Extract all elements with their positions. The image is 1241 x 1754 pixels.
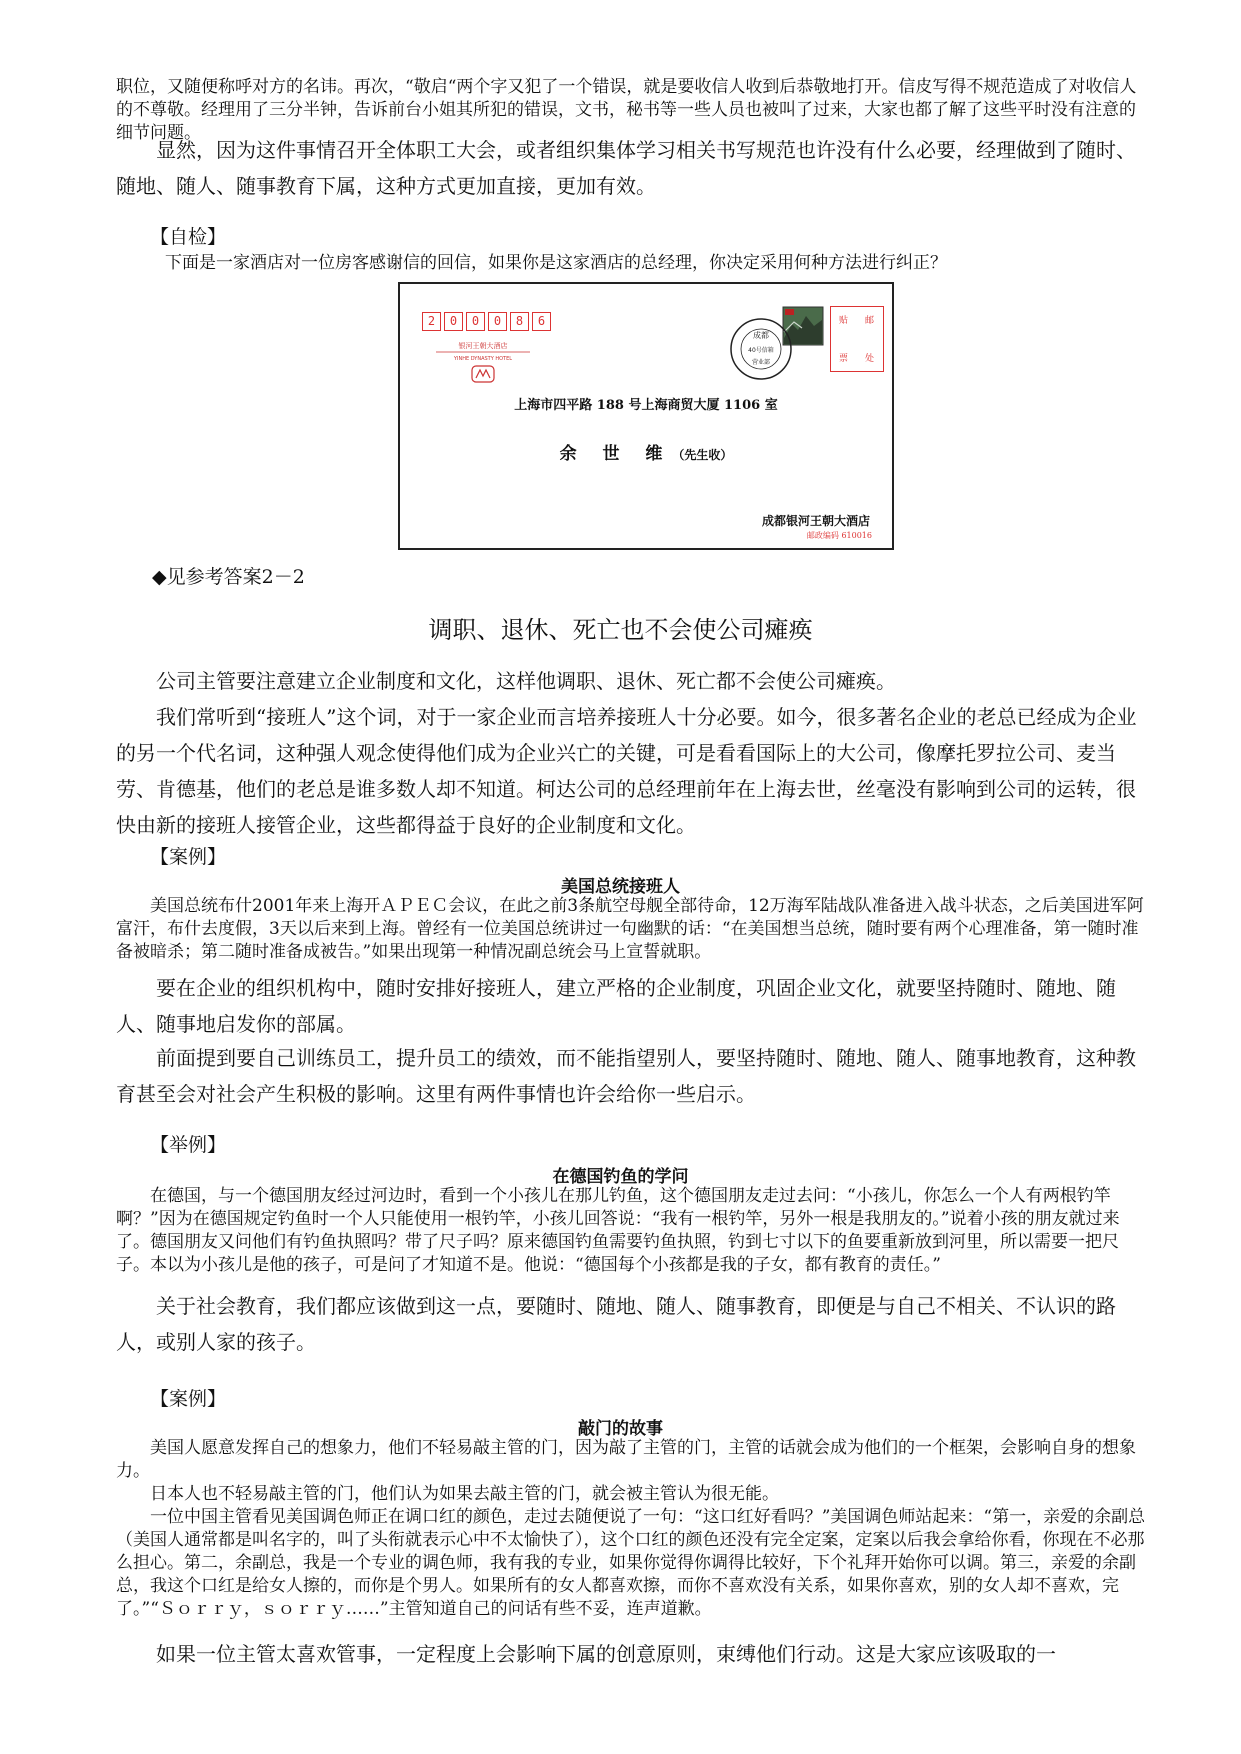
hotel-logo-icon [428,336,538,392]
sender-zip: 邮政编码 610016 [806,531,872,540]
zip-code-boxes [422,312,551,331]
paragraph-2: 显然，因为这件事情召开全体职工大会，或者组织集体学习相关书写规范也许没有什么必要，经理做到了随时、随地、随人、随事教育下属，这种方式更加直接，更加有效。 [116,138,1136,198]
case2-paragraph-1: 美国人愿意发挥自己的想象力，他们不轻易敲主管的门，因为敲了主管的门，主管的话就会成为他们的一个框架，会影响自身的想象力。 [116,1438,1136,1481]
sender-name: 成都银河王朝大酒店 [761,514,870,528]
paste-label: 贴 [839,316,849,326]
zip-digit: 2 [422,312,441,331]
postmark-icon [728,316,794,382]
recipient-address: 上海市四平路 188 号上海商贸大厦 1106 室 [514,398,778,413]
paragraph-5: 要在企业的组织机构中，随时安排好接班人，建立严格的企业制度，巩固企业文化，就要坚持随时、随地、随人、随事地启发你的部属。 [116,976,1116,1036]
example-label: 【举例】 [150,1134,227,1156]
svg-text:银河王朝大酒店: 银河王朝大酒店 [458,342,508,350]
example-text: 在德国，与一个德国朋友经过河边时，看到一个小孩儿在那儿钓鱼，这个德国朋友走过去问：“小孩儿，你怎么一个人有两根钓竿啊？”因为在德国规定钓鱼时一个人只能使用一根钓竿，小孩儿回答说：“我有一根钓竿，另外一根是我朋友的。”说着小孩的朋友就过来了。德国朋友又问他们有钓鱼执照吗？带了尺子吗？原来德国钓鱼需要钓鱼执照，钓到七寸以下的鱼要重新放到河里，所以需要一把尺子。本以为小孩儿是他的孩子，可是问了才知道不是。他说：“德国每个小孩都是我的子女，都有教育的责任。” [116,1186,1120,1275]
case2-paragraph-3: 一位中国主管看见美国调色师正在调口红的颜色，走过去随便说了一句：“这口红好看吗？”美国调色师站起来：“第一，亲爱的余副总（美国人通常都是叫名字的，叫了头衔就表示心中不太愉快了），这个口红的颜色还没有完全定案，定案以后我会拿给你看，你现在不必那么担心。第二，余副总，我是一个专业的调色师，我有我的专业，如果你觉得你调得比较好，下个礼拜开始你可以调。第三，亲爱的余副总，我这个口红是给女人擦的，而你是个男人。如果所有的女人都喜欢擦，而你不喜欢没有关系，如果你喜欢，别的女人却不喜欢，完了。”“Ｓｏｒｒｙ，ｓｏｒｒｙ……”主管知道自己的问话有些不妥，连声道歉。 [116,1507,1146,1619]
envelope-image [398,282,894,550]
recipient-name-line [400,439,892,464]
svg-text:成都: 成都 [753,331,769,340]
recipient-suffix: （先生收） [672,448,733,462]
zip-digit: 0 [466,312,485,331]
paragraph-8: 如果一位主管太喜欢管事，一定程度上会影响下属的创意原则，束缚他们行动。这是大家应该吸取的一 [156,1642,1056,1666]
paste-label: 票 [839,354,849,364]
zip-digit: 8 [510,312,529,331]
paragraph-1: 职位，又随便称呼对方的名讳。再次，“敬启“两个字又犯了一个错误，就是要收信人收到后恭敬地打开。信皮写得不规范造成了对收信人的不尊敬。经理用了三分半钟，告诉前台小姐其所犯的错误，文书，秘书等一些人员也被叫了过来，大家也都了解了这些平时没有注意的细节问题。 [116,77,1137,143]
self-check-label: 【自检】 [150,226,227,248]
case2-label: 【案例】 [150,1388,227,1410]
svg-text:40号信箱: 40号信箱 [748,347,774,354]
paragraph-7: 关于社会教育，我们都应该做到这一点，要随时、随地、随人、随事教育，即便是与自己不相关、不认识的路人，或别人家的孩子。 [116,1294,1116,1354]
recipient-name: 余 世 维 [559,444,673,464]
section-title: 调职、退休、死亡也不会使公司瘫痪 [428,616,813,644]
svg-text:YINHE DYNASTY HOTEL: YINHE DYNASTY HOTEL [453,356,513,362]
zip-digit: 0 [444,312,463,331]
stamp-paste-area [830,306,884,372]
zip-digit: 0 [488,312,507,331]
paragraph-3: 公司主管要注意建立企业制度和文化，这样他调职、退休、死亡都不会使公司瘫痪。 [156,669,896,693]
case1-text: 美国总统布什2001年来上海开ＡＰＥＣ会议，在此之前3条航空母舰全部待命，12万海军陆战队准备进入战斗状态，之后美国进军阿富汗，布什去度假，3天以后来到上海。曾经有一位美国总统讲过一句幽默的话：“在美国想当总统，随时要有两个心理准备，第一随时准备被暗杀；第二随时准备成被告。”如果出现第一种情况副总统会马上宣誓就职。 [116,896,1144,962]
paragraph-4: 我们常听到“接班人”这个词，对于一家企业而言培养接班人十分必要。如今，很多著名企业的老总已经成为企业的另一个代名词，这种强人观念使得他们成为企业兴亡的关键，可是看看国际上的大公司，像摩托罗拉公司、麦当劳、肯德基，他们的老总是谁多数人却不知道。柯达公司的总经理前年在上海去世，丝毫没有影响到公司的运转，很快由新的接班人接管企业，这些都得益于良好的企业制度和文化。 [116,705,1137,837]
self-check-text: 下面是一家酒店对一位房客感谢信的回信，如果你是这家酒店的总经理，你决定采用何种方法进行纠正？ [165,253,947,273]
example-title: 在德国钓鱼的学问 [552,1167,689,1187]
case2-paragraph-2: 日本人也不轻易敲主管的门，他们认为如果去敲主管的门，就会被主管认为很无能。 [150,1484,779,1504]
svg-text:营业部: 营业部 [751,359,771,366]
case2-title: 敲门的故事 [578,1419,663,1439]
paste-label: 邮 [865,316,875,326]
paragraph-6: 前面提到要自己训练员工，提升员工的绩效，而不能指望别人，要坚持随时、随地、随人、随事地教育，这种教育甚至会对社会产生积极的影响。这里有两件事情也许会给你一些启示。 [116,1046,1136,1106]
paste-label: 处 [865,354,875,364]
case1-label: 【案例】 [150,846,227,868]
zip-digit: 6 [532,312,551,331]
case1-title: 美国总统接班人 [561,877,680,897]
reference-note: ◆见参考答案2－2 [152,566,305,588]
